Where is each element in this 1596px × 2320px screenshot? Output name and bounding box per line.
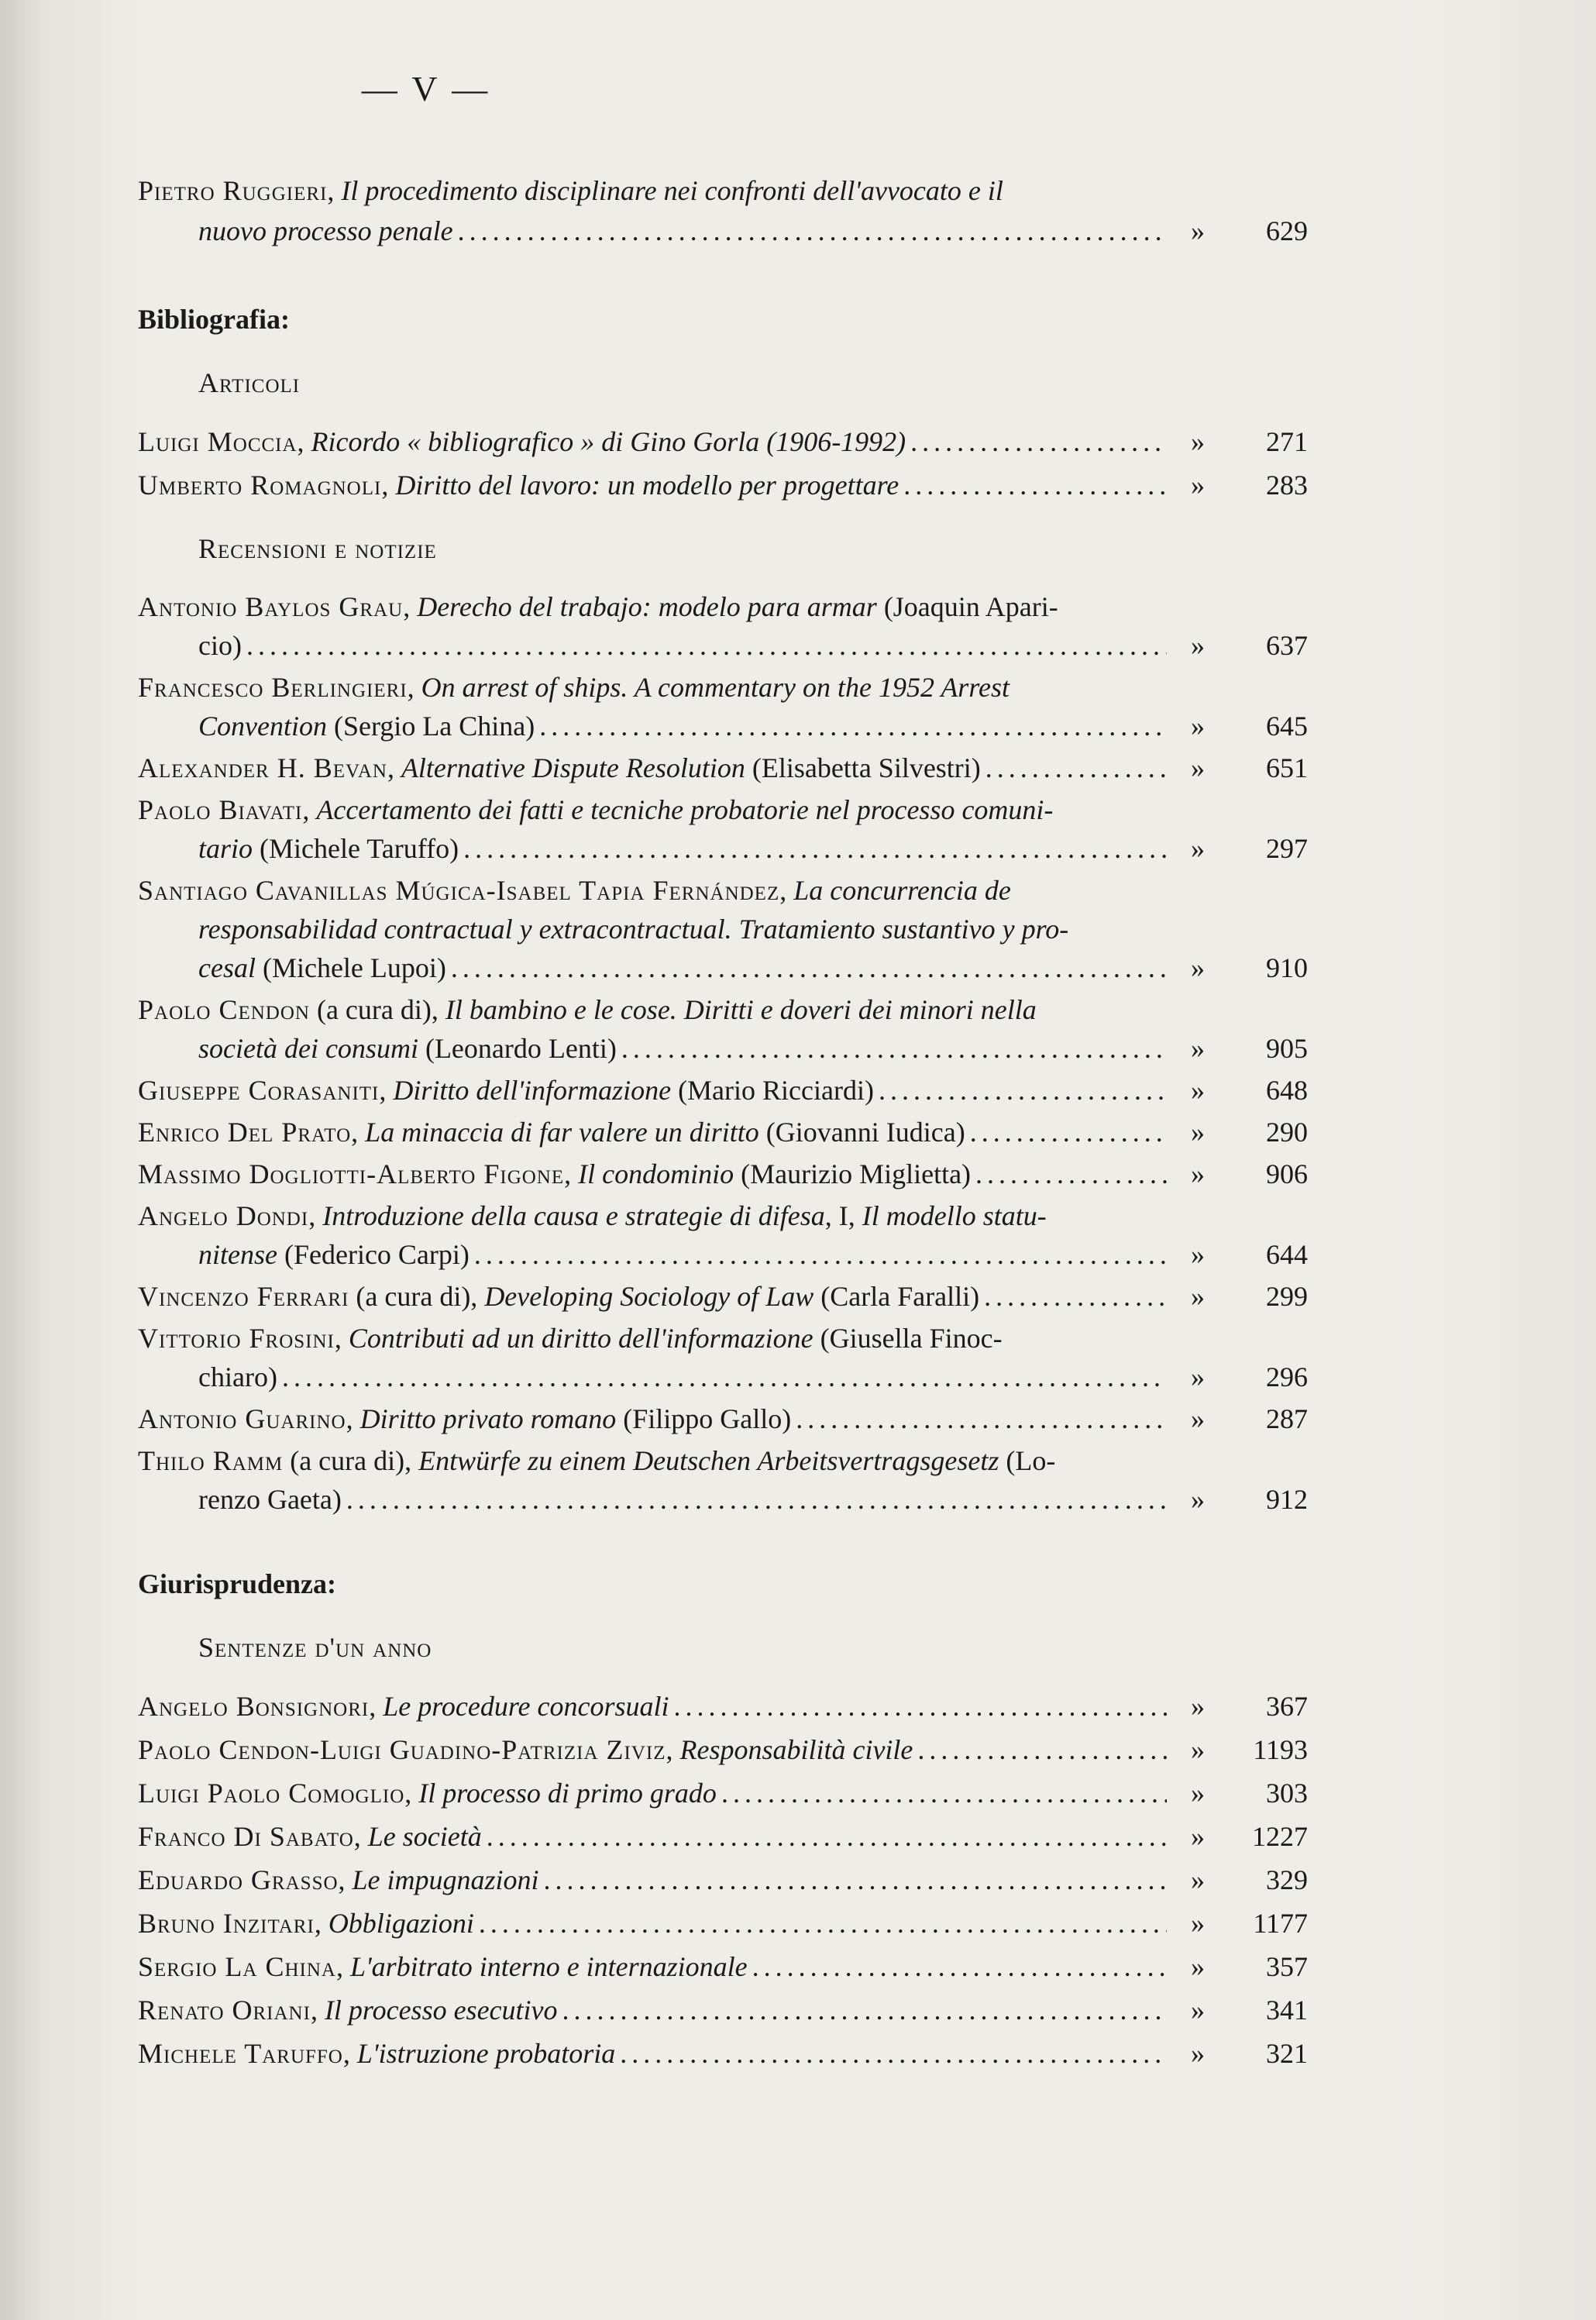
leader-dots (479, 1903, 1167, 1943)
ditto-mark: » (1191, 1403, 1205, 1434)
toc-entry: Pietro Ruggieri, Il procedimento disciplinare nei confronti dell'avvocato e il nuovo processo penale ..... » 629 (138, 170, 1308, 251)
entry-author: Vincenzo Ferrari (138, 1281, 349, 1312)
toc-entry: Franco Di Sabato, Le società ..... » 1227 (138, 1816, 1308, 1857)
entry-title-cont: società dei consumi (198, 1033, 418, 1064)
entry-author: Paolo Biavati (138, 794, 303, 825)
toc-entry: Francesco Berlingieri, On arrest of ships. A commentary on the 1952 Arrest Convention (Sergio La China) ..... » 645 (138, 668, 1308, 745)
entry-author: Umberto Romagnoli (138, 470, 382, 501)
entry-page: 645 (1266, 711, 1308, 742)
toc-entry: Thilo Ramm (a cura di), Entwürfe zu einem Deutschen Arbeitsvertragsgesetz (Lo- renzo Gaeta) ..... » 912 (138, 1441, 1308, 1519)
toc-entry: Renato Oriani, Il processo esecutivo ..... » 341 (138, 1990, 1308, 2030)
entry-author: Angelo Bonsignori (138, 1691, 370, 1722)
entry-title: Entwürfe zu einem Deutschen Arbeitsvertragsgesetz (418, 1445, 999, 1476)
entry-author: Angelo Dondi (138, 1200, 309, 1231)
entry-page: 357 (1266, 1951, 1308, 1982)
entry-page: 1193 (1253, 1734, 1308, 1765)
toc-entry: Enrico Del Prato, La minaccia di far valere un diritto (Giovanni Iudica) ..... » 290 (138, 1113, 1308, 1151)
leader-dots (474, 1235, 1167, 1274)
ditto-mark: » (1191, 1033, 1205, 1064)
entry-page: 299 (1266, 1281, 1308, 1312)
entry-page: 287 (1266, 1403, 1308, 1434)
entry-title: Il processo esecutivo (324, 1995, 558, 2026)
ditto-mark: » (1191, 1158, 1205, 1189)
toc-entry: Bruno Inzitari, Obbligazioni ..... » 1177 (138, 1903, 1308, 1943)
entry-page: 905 (1266, 1033, 1308, 1064)
entry-title: Le società (367, 1821, 482, 1852)
entry-reviewer: (Joaquin Apari- (876, 591, 1058, 622)
entry-page: 648 (1266, 1075, 1308, 1106)
entry-title: Le procedure concorsuali (383, 1691, 669, 1722)
leader-dots (621, 1029, 1167, 1068)
entry-page: 644 (1266, 1239, 1308, 1270)
entry-author: Antonio Guarino (138, 1403, 346, 1434)
entry-reviewer: (Elisabetta Silvestri) (745, 752, 981, 783)
ditto-mark: » (1191, 833, 1205, 864)
entry-page: 637 (1266, 630, 1308, 661)
entry-title: Ricordo « bibliografico » di Gino Gorla (1906-1992) (311, 426, 906, 457)
entry-reviewer: (Sergio La China) (326, 711, 535, 742)
entry-title: Il procedimento disciplinare nei confronti dell'avvocato e il (341, 175, 1003, 206)
toc-entry: Umberto Romagnoli, Diritto del lavoro: un modello per progettare ..... » 283 (138, 465, 1308, 505)
ditto-mark: » (1191, 1075, 1205, 1106)
entry-title: Responsabilità civile (679, 1734, 913, 1765)
leader-dots (985, 749, 1167, 787)
section-heading-giurisprudenza: Giurisprudenza: (138, 1568, 337, 1599)
table-of-contents (138, 170, 1308, 2074)
ditto-mark: » (1191, 1281, 1205, 1312)
entry-reviewer: (Maurizio Miglietta) (734, 1158, 972, 1189)
toc-entry: Eduardo Grasso, Le impugnazioni ..... » 329 (138, 1860, 1308, 1900)
entry-page: 321 (1266, 2038, 1308, 2069)
sentenze-list (138, 1686, 1308, 2074)
toc-entry: Alexander H. Bevan, Alternative Dispute Resolution (Elisabetta Silvestri) ..... » 651 (138, 749, 1308, 787)
entry-author: Paolo Cendon-Luigi Guadino-Patrizia Ziviz (138, 1734, 666, 1765)
entry-page: 271 (1266, 426, 1308, 457)
entry-reviewer: (Leonardo Lenti) (418, 1033, 617, 1064)
toc-entry: Vittorio Frosini, Contributi ad un diritto dell'informazione (Giusella Finoc- chiaro) ..... » 296 (138, 1319, 1308, 1396)
subsection-heading-sentenze: Sentenze d'un anno (198, 1632, 432, 1663)
entry-reviewer: (Carla Faralli) (813, 1281, 980, 1312)
entry-reviewer: (Lo- (999, 1445, 1056, 1476)
entry-page: 912 (1266, 1484, 1308, 1515)
entry-author: Bruno Inzitari (138, 1908, 315, 1939)
ditto-mark: » (1191, 1361, 1205, 1392)
entry-page: 367 (1266, 1691, 1308, 1722)
entry-author: Francesco Berlingieri (138, 672, 408, 703)
entry-author: Luigi Paolo Comoglio (138, 1778, 405, 1809)
leader-dots (673, 1686, 1167, 1726)
ditto-mark: » (1191, 215, 1205, 246)
ditto-mark: » (1191, 1995, 1205, 2026)
entry-reviewer: (Giovanni Iudica) (758, 1117, 965, 1148)
entry-page: 629 (1266, 215, 1308, 246)
entry-title: On arrest of ships. A commentary on the 1952 Arrest (421, 672, 1010, 703)
ditto-mark: » (1191, 711, 1205, 742)
entry-reviewer: , I, (824, 1200, 862, 1231)
entry-author: Eduardo Grasso (138, 1864, 339, 1895)
entry-title: Accertamento dei fatti e tecniche probatorie nel processo comuni- (316, 794, 1054, 825)
entry-title-cont: cesal (198, 952, 256, 983)
entry-author: Pietro Ruggieri (138, 175, 328, 206)
entry-title: Le impugnazioni (352, 1864, 539, 1895)
entry-author: Michele Taruffo (138, 2038, 343, 2069)
entry-page: 297 (1266, 833, 1308, 864)
entry-page: 910 (1266, 952, 1308, 983)
leader-dots (346, 1480, 1167, 1519)
leader-dots (487, 1816, 1167, 1857)
leader-dots (620, 2033, 1167, 2074)
ditto-mark: » (1191, 1117, 1205, 1148)
toc-entry: Antonio Guarino, Diritto privato romano (Filippo Gallo) ..... » 287 (138, 1399, 1308, 1438)
toc-entry: Antonio Baylos Grau, Derecho del trabajo: modelo para armar (Joaquin Apari- cio) ..... » 637 (138, 587, 1308, 665)
leader-dots (917, 1730, 1167, 1770)
subsection-heading-recensioni: Recensioni e notizie (198, 533, 437, 564)
leader-dots (975, 1155, 1167, 1193)
entry-title: Introduzione della causa e strategie di difesa (322, 1200, 825, 1231)
entry-page: 329 (1266, 1864, 1308, 1895)
entry-author: Alexander H. Bevan (138, 752, 387, 783)
entry-author: Antonio Baylos Grau (138, 591, 404, 622)
entry-author: Santiago Cavanillas Múgica-Isabel Tapia Fernández (138, 875, 780, 906)
ditto-mark: » (1191, 952, 1205, 983)
entry-title-cont: nuovo processo penale (198, 215, 453, 246)
entry-title: Diritto privato romano (359, 1403, 617, 1434)
toc-entry: Sergio La China, L'arbitrato interno e internazionale ..... » 357 (138, 1947, 1308, 1987)
entry-page: 651 (1266, 752, 1308, 783)
entry-title: La concurrencia de (793, 875, 1011, 906)
entry-author: Franco Di Sabato (138, 1821, 354, 1852)
ditto-mark: » (1191, 1734, 1205, 1765)
leader-dots (796, 1399, 1167, 1438)
leader-dots (752, 1947, 1167, 1987)
toc-entry: Paolo Cendon-Luigi Guadino-Patrizia Ziviz, Responsabilità civile ..... » 1193 (138, 1730, 1308, 1770)
entry-title: Il modello statu- (862, 1200, 1047, 1231)
entry-title: Developing Sociology of Law (484, 1281, 814, 1312)
entry-title: Alternative Dispute Resolution (401, 752, 745, 783)
toc-entry: Massimo Dogliotti-Alberto Figone, Il condominio (Maurizio Miglietta) ..... » 906 (138, 1155, 1308, 1193)
ditto-mark: » (1191, 1691, 1205, 1722)
leader-dots (721, 1773, 1167, 1813)
toc-entry: Angelo Bonsignori, Le procedure concorsuali ..... » 367 (138, 1686, 1308, 1726)
entry-title: La minaccia di far valere un diritto (365, 1117, 759, 1148)
ditto-mark: » (1191, 630, 1205, 661)
toc-entry: Vincenzo Ferrari (a cura di), Developing Sociology of Law (Carla Faralli) ..... » 299 (138, 1277, 1308, 1316)
entry-reviewer: chiaro) (198, 1361, 277, 1392)
toc-entry: Giuseppe Corasaniti, Diritto dell'informazione (Mario Ricciardi) ..... » 648 (138, 1071, 1308, 1110)
entry-page: 283 (1266, 470, 1308, 501)
ditto-mark: » (1191, 1484, 1205, 1515)
entry-title: L'arbitrato interno e internazionale (349, 1951, 748, 1982)
entry-page: 303 (1266, 1778, 1308, 1809)
entry-reviewer: (Mario Ricciardi) (671, 1075, 874, 1106)
entry-page: 906 (1266, 1158, 1308, 1189)
entry-reviewer: (Federico Carpi) (277, 1239, 470, 1270)
entry-title: Il processo di primo grado (418, 1778, 717, 1809)
ditto-mark: » (1191, 470, 1205, 501)
articoli-list (138, 422, 1308, 505)
entry-title: Il condominio (578, 1158, 734, 1189)
toc-entry: Paolo Biavati, Accertamento dei fatti e tecniche probatorie nel processo comuni- tario (Michele Taruffo) ..... » 297 (138, 790, 1308, 868)
entry-author: Renato Oriani (138, 1995, 311, 2026)
entry-author: Enrico Del Prato (138, 1117, 352, 1148)
entry-title: Diritto dell'informazione (393, 1075, 672, 1106)
entry-title: Obbligazioni (328, 1908, 474, 1939)
section-heading-bibliografia: Bibliografia: (138, 304, 290, 335)
entry-reviewer: (Michele Lupoi) (255, 952, 446, 983)
leader-dots (451, 948, 1167, 987)
ditto-mark: » (1191, 1239, 1205, 1270)
leader-dots (562, 1990, 1167, 2030)
ditto-mark: » (1191, 1864, 1205, 1895)
leader-dots (903, 465, 1167, 505)
entry-author: Giuseppe Corasaniti (138, 1075, 380, 1106)
leader-dots (879, 1071, 1167, 1110)
ditto-mark: » (1191, 752, 1205, 783)
entry-title: Diritto del lavoro: un modello per progettare (395, 470, 899, 501)
entry-title-cont: responsabilidad contractual y extracontractual. Tratamiento sustantivo y pro- (198, 914, 1069, 945)
entry-page: 290 (1266, 1117, 1308, 1148)
toc-entry: Michele Taruffo, L'istruzione probatoria ..... » 321 (138, 2033, 1308, 2074)
entry-title-cont: Convention (198, 711, 327, 742)
entry-reviewer: cio) (198, 630, 242, 661)
ditto-mark: » (1191, 1778, 1205, 1809)
entry-author: Vittorio Frosini (138, 1323, 335, 1354)
toc-entry: Paolo Cendon (a cura di), Il bambino e le cose. Diritti e doveri dei minori nella società dei consumi (Leonardo Lenti) ..... » 905 (138, 990, 1308, 1068)
entry-title: Il bambino e le cose. Diritti e doveri dei minori nella (445, 994, 1037, 1025)
entry-reviewer: (Michele Taruffo) (253, 833, 459, 864)
toc-entry: Santiago Cavanillas Múgica-Isabel Tapia Fernández, La concurrencia de responsabilidad contractual y extracontractual. Tratamiento sustantivo y pro- cesal (Michele Lupoi) ..... » 910 (138, 871, 1308, 987)
leader-dots (282, 1358, 1167, 1396)
leader-dots (246, 626, 1167, 665)
entry-page: 341 (1266, 1995, 1308, 2026)
ditto-mark: » (1191, 1908, 1205, 1939)
recensioni-list (138, 587, 1308, 1519)
toc-entry: Angelo Dondi, Introduzione della causa e strategie di difesa, I, Il modello statu- nitense (Federico Carpi) ..... » 644 (138, 1196, 1308, 1274)
leader-dots (544, 1860, 1167, 1900)
leader-dots (984, 1277, 1167, 1316)
page-number: — V — (361, 69, 491, 108)
leader-dots (463, 829, 1167, 868)
entry-reviewer: (Giusella Finoc- (813, 1323, 1003, 1354)
leader-dots (458, 211, 1167, 251)
ditto-mark: » (1191, 426, 1205, 457)
ditto-mark: » (1191, 1821, 1205, 1852)
toc-entry: Luigi Moccia, Ricordo « bibliografico » di Gino Gorla (1906-1992) ..... » 271 (138, 422, 1308, 462)
subsection-heading-articoli: Articoli (198, 367, 301, 398)
entry-reviewer: (Filippo Gallo) (616, 1403, 792, 1434)
entry-title-cont: nitense (198, 1239, 277, 1270)
entry-title: L'istruzione probatoria (356, 2038, 616, 2069)
entry-author: Paolo Cendon (138, 994, 310, 1025)
toc-entry: Luigi Paolo Comoglio, Il processo di primo grado ..... » 303 (138, 1773, 1308, 1813)
leader-dots (910, 422, 1167, 462)
entry-author: Massimo Dogliotti-Alberto Figone (138, 1158, 565, 1189)
entry-title: Contributi ad un diritto dell'informazione (348, 1323, 813, 1354)
entry-title-cont: tario (198, 833, 253, 864)
entry-author: Thilo Ramm (138, 1445, 284, 1476)
ditto-mark: » (1191, 1951, 1205, 1982)
ditto-mark: » (1191, 2038, 1205, 2069)
entry-page: 296 (1266, 1361, 1308, 1392)
entry-page: 1227 (1252, 1821, 1308, 1852)
entry-page: 1177 (1253, 1908, 1308, 1939)
leader-dots (539, 707, 1167, 745)
entry-title: Derecho del trabajo: modelo para armar (417, 591, 877, 622)
entry-reviewer: renzo Gaeta) (198, 1484, 342, 1515)
leader-dots (970, 1113, 1167, 1151)
entry-author: Sergio La China (138, 1951, 336, 1982)
entry-author: Luigi Moccia (138, 426, 298, 457)
